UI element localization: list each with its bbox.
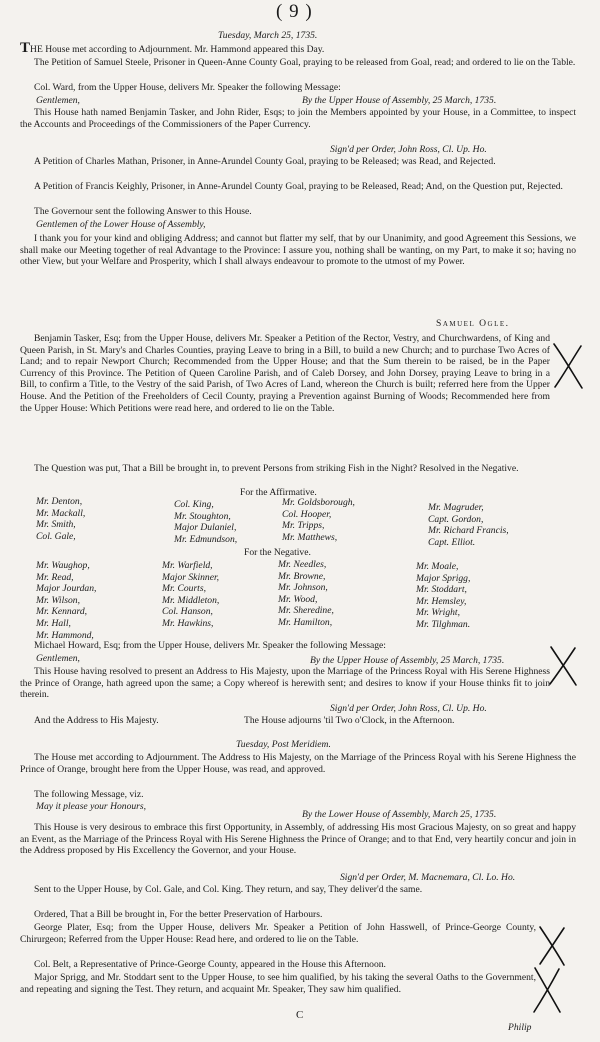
paragraph-adjournment: THE House met according to Adjournment. Mr. Hammond appeared this Day. xyxy=(20,40,325,56)
negative-column-3 xyxy=(278,559,334,629)
date-heading-2: Tuesday, Post Meridiem. xyxy=(236,739,331,750)
paragraph-governour-answer: The Governour sent the following Answer to this House. xyxy=(34,206,252,217)
affirmative-column-1 xyxy=(36,496,85,542)
vote-name: Major Jourdan, xyxy=(36,583,97,595)
drop-cap: T xyxy=(20,40,31,56)
vote-name: Mr. Warfield, xyxy=(162,560,213,571)
paragraph-belt-qualified: Major Sprigg, and Mr. Stoddart sent to the Upper House, to see him qualified, by his taking the several Oaths to the Government, and repeating and signing the Test. They return, and acquaint Mr. Speaker, They saw him qualified. xyxy=(20,972,536,995)
vote-name: Mr. Denton, xyxy=(36,496,83,507)
vote-name: Mr. Hamilton, xyxy=(278,616,333,628)
paragraph-howard-message: Michael Howard, Esq; from the Upper House, delivers Mr. Speaker the following Message: xyxy=(34,640,386,651)
address-to-majesty: And the Address to His Majesty. xyxy=(34,715,159,726)
message-dateline: By the Upper House of Assembly, 25 March, 1735. xyxy=(302,95,497,106)
vote-name: Mr. Johnson, xyxy=(278,582,328,594)
vote-name: Mr. Hall, xyxy=(36,617,71,629)
affirmative-heading: For the Affirmative. xyxy=(240,487,317,498)
vote-name: Col. Gale, xyxy=(36,530,76,542)
catchword: Philip xyxy=(508,1022,532,1033)
vote-name: Mr. Sheredine, xyxy=(278,605,334,617)
message-dateline-2: By the Upper House of Assembly, 25 March, 1735. xyxy=(310,655,505,666)
paragraph-steele-petition: The Petition of Samuel Steele, Prisoner in Queen-Anne County Goal, praying to be released from Goal, read; and ordered to lie on the Table. xyxy=(34,57,576,68)
negative-heading: For the Negative. xyxy=(244,547,311,558)
salutation-honours: May it please your Honours, xyxy=(36,801,147,812)
handwritten-cross-mark xyxy=(550,340,586,392)
paragraph-belt-appeared: Col. Belt, a Representative of Prince-George County, appeared in the House this Afternoon. xyxy=(34,959,386,970)
vote-name: Mr. Smith, xyxy=(36,519,76,531)
negative-column-4 xyxy=(416,561,470,631)
vote-name: Mr. Read, xyxy=(36,571,74,583)
vote-name: Mr. Edmundson, xyxy=(174,533,238,545)
vote-name: Mr. Mackall, xyxy=(36,507,86,519)
signed-order-2: Sign'd per Order, John Ross, Cl. Up. Ho. xyxy=(330,703,487,714)
vote-name: Capt. Gordon, xyxy=(428,513,484,525)
vote-name: Mr. Browne, xyxy=(278,570,326,582)
vote-name: Mr. Stoddart, xyxy=(416,584,467,596)
paragraph-church-petitions: Benjamin Tasker, Esq; from the Upper House, delivers Mr. Speaker a Petition of the Rector, Vestry, and Churchwardens, of King and Queen Parish, in St. Mary's and Charles Counties, praying Leave to bring in a Bill, to build a new Church; and to purchase Two Acres of Land; and to repair Newport Church; Recommended from the Upper House; and that the Sum therein to be raised, be in the Paper Currency of this Province. The Petition of Queen Caroline Parish, and of Caleb Dorsey, and John Dorsey, praying Leave to bring in a Bill, to confirm a Title, to the Vestry of the said Parish, of Two Acres of Land, whereon the Church is built; referred here from the Upper House. And the Petition of the Freeholders of Cecil County, praying a Prevention against Burning of Woods; Recommended here from the Upper House: Which Petitions were read here, and ordered to lie on the Table. xyxy=(20,333,550,414)
paragraph-fish-question: The Question was put, That a Bill be brought in, to prevent Persons from striking Fish in the Night? Resolved in the Negative. xyxy=(34,463,519,474)
adjourns-line: The House adjourns 'til Two o'Clock, in the Afternoon. xyxy=(244,715,455,726)
vote-name: Mr. Matthews, xyxy=(282,531,338,543)
signed-order: Sign'd per Order, John Ross, Cl. Up. Ho. xyxy=(330,144,487,155)
page-number: ( 9 ) xyxy=(276,1,313,22)
paragraph-ward-message: Col. Ward, from the Upper House, delivers Mr. Speaker the following Message: xyxy=(34,82,341,93)
vote-name: Mr. Wood, xyxy=(278,593,318,605)
salutation-lower-house: Gentlemen of the Lower House of Assembly, xyxy=(36,219,206,230)
signature-mark: C xyxy=(296,1009,304,1021)
vote-name: Mr. Needles, xyxy=(278,559,327,570)
salutation-gentlemen-2: Gentlemen, xyxy=(36,653,80,664)
affirmative-column-2 xyxy=(174,499,237,545)
vote-name: Mr. Hemsley, xyxy=(416,595,467,607)
vote-name: Col. Hooper, xyxy=(282,508,332,520)
vote-name: Mr. Magruder, xyxy=(428,502,484,513)
vote-name: Mr. Tilghman. xyxy=(416,618,471,630)
negative-column-1 xyxy=(36,560,96,641)
paragraph-lower-house-address: This House is very desirous to embrace this first Opportunity, in Assembly, of addressing His most Gracious Majesty, on so great and happy an Event, as the Marriage of the Princess Royal with His Serene Highness the Prince of Orange; and to that End, very heartily concur and join in the Address proposed by His Excellency the Governor, and your House. xyxy=(20,822,576,857)
paragraph-hasswell-petition: George Plater, Esq; from the Upper House, delivers Mr. Speaker a Petition of John Hasswell, of Prince-George County, Chirurgeon; Referred from the Upper House: Read here, and ordered to lie on the Table. xyxy=(20,922,536,945)
vote-name: Mr. Waughop, xyxy=(36,560,90,571)
handwritten-cross-mark xyxy=(546,644,580,688)
vote-name: Mr. Middleton, xyxy=(162,594,220,606)
paragraph-governour-letter: I thank you for your kind and obliging Address; and cannot but flatter my self, that by our Unanimity, and good Agreement this Sessions, we shall make our Meeting together of real Advantage to the Province: I assure you, nothing shall be wanting, on my Part, to make it so; having no other View, but your Welfare and Prosperity, which I shall always endeavour to promote to the utmost of my Power. xyxy=(20,233,576,268)
handwritten-cross-mark xyxy=(536,924,568,968)
governour-signature: Samuel Ogle. xyxy=(436,318,510,329)
vote-name: Mr. Goldsborough, xyxy=(282,497,355,508)
date-heading: Tuesday, March 25, 1735. xyxy=(218,30,318,41)
vote-name: Mr. Hawkins, xyxy=(162,617,214,629)
message-dateline-3: By the Lower House of Assembly, March 25, 1735. xyxy=(302,809,497,820)
paragraph-address-resolved: This House having resolved to present an Address to His Majesty, upon the Marriage of the Princess Royal with His Serene Highness the Prince of Orange, hath agreed upon the same; a Copy whereof is herewith sent; and desires to know if your House thinks fit to join therein. xyxy=(20,666,550,701)
salutation-gentlemen: Gentlemen, xyxy=(36,95,80,106)
vote-name: Major Skinner, xyxy=(162,571,220,583)
paragraph-harbours-bill: Ordered, That a Bill be brought in, For the better Preservation of Harbours. xyxy=(34,909,323,920)
paragraph-committee: This House hath named Benjamin Tasker, and John Rider, Esqs; to join the Members appointed by your House, in a Committee, to inspect the Accounts and Proceedings of the Commissioners of the Paper Currency. xyxy=(20,107,576,130)
vote-name: Mr. Tripps, xyxy=(282,520,325,532)
vote-name: Capt. Elliot. xyxy=(428,536,476,548)
paragraph-sent-upper-house: Sent to the Upper House, by Col. Gale, and Col. King. They return, and say, They deliver'd the same. xyxy=(34,884,423,895)
affirmative-column-3 xyxy=(282,497,355,543)
paragraph-following-message: The following Message, viz. xyxy=(34,789,144,800)
paragraph-afternoon-meeting: The House met according to Adjournment. The Address to His Majesty, on the Marriage of the Princess Royal with his Serene Highness the Prince of Orange, brought here from the Upper House, was read, and approved. xyxy=(20,752,576,775)
vote-name: Mr. Moale, xyxy=(416,561,459,572)
vote-name: Mr. Wilson, xyxy=(36,594,80,606)
vote-name: Mr. Richard Francis, xyxy=(428,525,509,537)
handwritten-cross-mark xyxy=(530,964,564,1016)
vote-name: Mr. Hammond, xyxy=(36,629,94,641)
vote-name: Major Sprigg, xyxy=(416,572,471,584)
vote-name: Col. Hanson, xyxy=(162,606,213,618)
paragraph-mathan-petition: A Petition of Charles Mathan, Prisoner, in Anne-Arundel County Goal, praying to be Released; was Read, and Rejected. xyxy=(34,156,496,167)
affirmative-column-4 xyxy=(428,502,509,548)
negative-column-2 xyxy=(162,560,219,630)
paragraph-keighly-petition: A Petition of Francis Keighly, Prisoner, in Anne-Arundel County Goal, praying to be Released, Read; And, on the Question put, Rejected. xyxy=(34,181,563,192)
signed-order-3: Sign'd per Order, M. Macnemara, Cl. Lo. Ho. xyxy=(340,872,516,883)
vote-name: Major Dulaniel, xyxy=(174,522,237,534)
vote-name: Mr. Wright, xyxy=(416,607,460,619)
vote-name: Mr. Kennard, xyxy=(36,606,88,618)
vote-name: Mr. Stoughton, xyxy=(174,510,231,522)
vote-name: Mr. Courts, xyxy=(162,583,206,595)
vote-name: Col. King, xyxy=(174,499,214,510)
